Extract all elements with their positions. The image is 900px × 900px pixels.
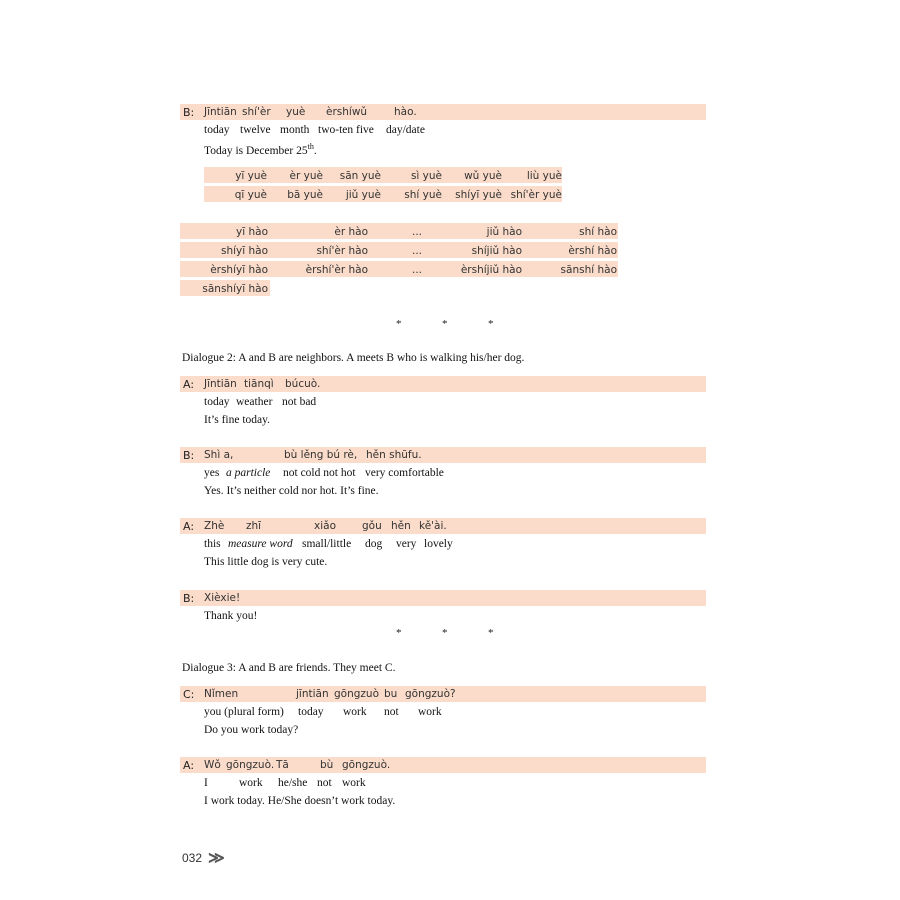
pinyin-word: gōngzuò bbox=[334, 688, 379, 700]
gloss-word: work bbox=[342, 777, 366, 789]
separator-star: * bbox=[488, 627, 494, 639]
gloss-word: day/date bbox=[386, 124, 425, 136]
gloss-word: this bbox=[204, 538, 221, 550]
speaker-label: A: bbox=[183, 759, 195, 772]
pinyin-band bbox=[180, 447, 706, 463]
pinyin-word: zhī bbox=[246, 520, 262, 532]
gloss-word: very bbox=[396, 538, 417, 550]
speaker-label: A: bbox=[183, 520, 195, 533]
pinyin-word: hěn shūfu. bbox=[366, 449, 422, 461]
month-cell: jiǔ yuè bbox=[345, 189, 381, 201]
translation: I work today. He/She doesn’t work today. bbox=[204, 795, 396, 807]
translation bbox=[204, 142, 317, 157]
month-cell: qī yuè bbox=[234, 189, 267, 201]
day-cell: shí hào bbox=[579, 226, 617, 238]
gloss-word: twelve bbox=[240, 124, 271, 136]
pinyin-word: hào. bbox=[394, 106, 417, 118]
ordinal-suffix: th bbox=[307, 142, 314, 151]
gloss-word: I bbox=[204, 777, 208, 789]
gloss-word: not cold not hot bbox=[283, 467, 356, 479]
gloss-word: work bbox=[343, 706, 367, 718]
month-cell: shíyī yuè bbox=[455, 189, 502, 201]
page-number: 032 bbox=[182, 851, 203, 865]
speaker-label: B: bbox=[183, 592, 195, 605]
translation: Thank you! bbox=[204, 610, 258, 622]
month-cell: bā yuè bbox=[287, 189, 323, 201]
gloss-word: work bbox=[418, 706, 442, 718]
pinyin-word: gōngzuò. bbox=[226, 759, 275, 771]
gloss-word: today bbox=[204, 396, 230, 408]
speaker-label: B: bbox=[183, 449, 195, 462]
dialogue-heading: Dialogue 3: A and B are friends. They meet C. bbox=[182, 662, 396, 674]
separator-star: * bbox=[488, 318, 494, 330]
month-cell: yī yuè bbox=[235, 170, 267, 182]
pinyin-word: bu bbox=[384, 688, 398, 700]
pinyin-word: Xièxie! bbox=[204, 592, 241, 604]
gloss-word: not bbox=[384, 706, 399, 718]
gloss-word: lovely bbox=[424, 538, 453, 550]
day-cell: ... bbox=[411, 245, 422, 257]
translation-end: . bbox=[313, 144, 317, 157]
pinyin-word: tiānqì bbox=[244, 378, 274, 390]
day-cell: ... bbox=[411, 226, 422, 238]
pinyin-word: shí'èr bbox=[242, 106, 271, 118]
gloss-word: he/she bbox=[278, 777, 308, 789]
gloss-word: weather bbox=[236, 396, 273, 408]
pinyin-word: gǒu bbox=[362, 520, 382, 532]
day-cell: shí'èr hào bbox=[316, 245, 368, 257]
separator-star: * bbox=[442, 627, 448, 639]
pinyin-word: hěn bbox=[391, 520, 411, 532]
pinyin-word: yuè bbox=[286, 106, 306, 118]
gloss-word: not bbox=[317, 777, 332, 789]
day-cell: èrshí hào bbox=[568, 245, 617, 257]
translation: This little dog is very cute. bbox=[204, 556, 328, 568]
pinyin-word: èrshíwǔ bbox=[326, 106, 368, 118]
day-cell: shíjiǔ hào bbox=[471, 245, 522, 257]
speaker-label: C: bbox=[183, 688, 195, 701]
pinyin-word: Nǐmen bbox=[204, 688, 239, 700]
pinyin-word: jīntiān bbox=[296, 688, 329, 700]
gloss-word: today bbox=[298, 706, 324, 718]
pinyin-word: xiǎo bbox=[314, 520, 336, 532]
month-cell: sān yuè bbox=[339, 170, 381, 182]
pinyin-word: gōngzuò. bbox=[342, 759, 391, 771]
day-cell: ... bbox=[411, 264, 422, 276]
pinyin-word: Wǒ bbox=[204, 759, 221, 771]
pinyin-word: Tā bbox=[276, 759, 289, 771]
day-cell: èr hào bbox=[334, 226, 368, 238]
day-cell: èrshí'èr hào bbox=[305, 264, 368, 276]
pinyin-word: bù bbox=[320, 759, 334, 771]
pinyin-word: gōngzuò? bbox=[405, 688, 456, 700]
pinyin-word: Jīntiān bbox=[204, 378, 237, 390]
pinyin-word: Jīntiān bbox=[204, 106, 237, 118]
day-cell: yī hào bbox=[236, 226, 268, 238]
month-cell: sì yuè bbox=[410, 170, 442, 182]
pinyin-word: búcuò. bbox=[285, 378, 321, 390]
speaker-label: B: bbox=[183, 106, 195, 119]
day-cell: èrshíjiǔ hào bbox=[460, 264, 522, 276]
double-chevron-icon: ≫ bbox=[208, 850, 225, 867]
day-cell: sānshíyī hào bbox=[202, 283, 268, 295]
month-cell: liù yuè bbox=[526, 170, 562, 182]
month-cell: èr yuè bbox=[289, 170, 323, 182]
gloss-word: work bbox=[239, 777, 263, 789]
gloss-word: two-ten five bbox=[318, 124, 374, 136]
gloss-word: today bbox=[204, 124, 230, 136]
month-cell: shí yuè bbox=[404, 189, 442, 201]
pinyin-word: kě'ài. bbox=[419, 520, 447, 532]
gloss-word: small/little bbox=[302, 538, 352, 550]
separator-star: * bbox=[396, 318, 402, 330]
gloss-word: dog bbox=[365, 538, 383, 550]
separator-star: * bbox=[442, 318, 448, 330]
month-cell: shí'èr yuè bbox=[510, 189, 562, 201]
speaker-label: A: bbox=[183, 378, 195, 391]
translation: Yes. It’s neither cold nor hot. It’s fine. bbox=[204, 485, 379, 497]
pinyin-word: Shì a, bbox=[204, 449, 234, 461]
translation: Do you work today? bbox=[204, 724, 299, 736]
gloss-word: month bbox=[280, 124, 310, 136]
translation: It’s fine today. bbox=[204, 414, 271, 426]
gloss-word: yes bbox=[204, 467, 220, 479]
gloss-word: very comfortable bbox=[365, 467, 444, 479]
dialogue-heading: Dialogue 2: A and B are neighbors. A meets B who is walking his/her dog. bbox=[182, 352, 525, 364]
gloss-word: not bad bbox=[282, 396, 317, 408]
pinyin-band bbox=[180, 590, 706, 606]
gloss-word: a particle bbox=[226, 467, 271, 479]
pinyin-word: Zhè bbox=[204, 520, 225, 532]
day-cell: sānshí hào bbox=[560, 264, 617, 276]
gloss-word: you (plural form) bbox=[204, 706, 284, 718]
separator-star: * bbox=[396, 627, 402, 639]
pinyin-word: bù lěng bú rè, bbox=[284, 449, 358, 461]
gloss-word: measure word bbox=[228, 538, 293, 550]
day-cell: jiǔ hào bbox=[486, 226, 522, 238]
day-cell: èrshíyī hào bbox=[210, 264, 268, 276]
day-cell: shíyī hào bbox=[220, 245, 268, 257]
month-cell: wǔ yuè bbox=[464, 170, 502, 182]
translation-text: Today is December 25 bbox=[204, 144, 308, 157]
